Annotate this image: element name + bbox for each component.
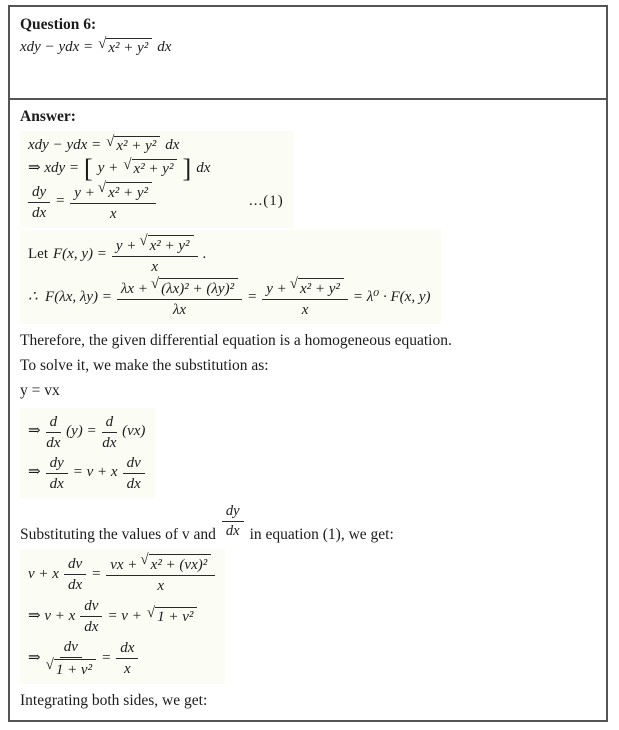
square-root bbox=[289, 275, 344, 298]
fraction bbox=[102, 413, 118, 452]
denominator: dx bbox=[49, 475, 64, 492]
implies-arrow: ⇒ bbox=[28, 464, 41, 481]
equation-term: ⇒ v + x bbox=[28, 608, 76, 625]
equation-term: y + bbox=[266, 280, 287, 297]
implies-arrow: ⇒ bbox=[28, 650, 41, 667]
equation-term: ⇒ xdy = bbox=[28, 159, 80, 176]
equation-number: ...(1) bbox=[249, 193, 284, 210]
equation-term: v + x bbox=[28, 566, 59, 583]
denominator bbox=[46, 658, 97, 679]
question-section bbox=[10, 7, 606, 100]
equation-image-block-3 bbox=[20, 408, 155, 498]
equation-1 bbox=[28, 136, 284, 155]
radicand: x² + (vx)² bbox=[149, 554, 212, 574]
radicand: (λx)² + (λy)² bbox=[159, 278, 238, 298]
equation-term: xdy − ydx = bbox=[28, 137, 102, 153]
equation-term: dx bbox=[165, 137, 180, 153]
radical-sign: √ bbox=[123, 156, 132, 173]
square-root bbox=[123, 156, 177, 178]
equals-sign: = bbox=[247, 289, 258, 306]
equation-term: λx + bbox=[120, 280, 148, 297]
answer-heading: Answer: bbox=[20, 108, 76, 125]
radical-sign: √ bbox=[45, 657, 54, 674]
period: . bbox=[202, 246, 207, 263]
denominator: dx bbox=[102, 434, 117, 451]
equation-term: dx bbox=[196, 159, 211, 176]
denominator: dx bbox=[46, 434, 61, 451]
equation-term: ∴ F(λx, λy) = bbox=[28, 289, 112, 306]
radical-sign: √ bbox=[97, 179, 107, 196]
radical-sign: √ bbox=[150, 275, 160, 292]
question-equation bbox=[20, 38, 594, 57]
equals-sign: = bbox=[91, 566, 102, 583]
answer-section bbox=[10, 100, 606, 710]
equation-term: = λ⁰ · F(x, y) bbox=[352, 289, 431, 306]
fraction bbox=[117, 275, 242, 319]
square-root bbox=[139, 232, 193, 255]
square-root bbox=[46, 659, 97, 679]
text-homogeneous: Therefore, the given differential equation is a homogeneous equation. bbox=[20, 331, 452, 349]
radical-sign: √ bbox=[106, 134, 115, 151]
equals-sign: = bbox=[55, 193, 66, 210]
denominator: x bbox=[157, 578, 165, 595]
radicand: 1 + v² bbox=[54, 659, 96, 679]
fraction bbox=[106, 554, 215, 595]
equation-term: y + bbox=[74, 184, 95, 201]
fraction bbox=[28, 183, 50, 222]
square-root bbox=[97, 179, 152, 202]
text-integrating: Integrating both sides, we get: bbox=[20, 692, 208, 710]
equation-term: = v + bbox=[107, 608, 142, 625]
equation-8 bbox=[28, 554, 215, 595]
square-root bbox=[98, 38, 152, 57]
radical-sign: √ bbox=[140, 552, 149, 569]
numerator bbox=[262, 275, 348, 300]
square-root bbox=[140, 554, 211, 574]
numerator: dv bbox=[80, 597, 102, 617]
equation-term: xdy − ydx = bbox=[20, 39, 94, 55]
left-bracket: [ bbox=[84, 154, 93, 184]
text-segment: in equation (1), we get: bbox=[249, 526, 394, 544]
equation-term: dx bbox=[157, 39, 172, 55]
numerator: dy bbox=[222, 503, 244, 522]
radicand: x² + y² bbox=[106, 38, 152, 57]
numerator: dv bbox=[64, 555, 86, 575]
equation-10 bbox=[28, 638, 215, 679]
equation-term: y + bbox=[97, 159, 119, 176]
denominator: dx bbox=[32, 204, 47, 221]
radicand: x² + y² bbox=[106, 182, 152, 202]
fraction bbox=[112, 232, 198, 276]
radical-sign: √ bbox=[289, 275, 298, 292]
equation-3 bbox=[28, 179, 284, 223]
denominator: dx bbox=[126, 475, 141, 492]
numerator bbox=[106, 554, 215, 576]
radical-sign: √ bbox=[98, 36, 107, 53]
numerator bbox=[117, 275, 242, 300]
equals-sign: = bbox=[101, 650, 112, 667]
right-bracket: ] bbox=[182, 154, 192, 184]
equation-6 bbox=[28, 413, 145, 452]
implies-arrow: ⇒ bbox=[28, 423, 41, 440]
numerator: dy bbox=[46, 454, 68, 474]
equation-term: vx + bbox=[110, 557, 138, 574]
fraction bbox=[64, 555, 86, 594]
radical-sign: √ bbox=[146, 605, 156, 622]
denominator: x bbox=[151, 258, 159, 275]
denominator: x bbox=[109, 205, 117, 222]
word-let: Let bbox=[28, 246, 48, 263]
equation-term: = v + x bbox=[72, 464, 118, 481]
equation-term: (vx) bbox=[122, 423, 146, 440]
radical-sign: √ bbox=[139, 232, 148, 249]
denominator: λx bbox=[172, 301, 187, 318]
denominator: x bbox=[123, 661, 131, 678]
denominator: dx bbox=[225, 522, 240, 539]
radicand: x² + y² bbox=[298, 278, 344, 298]
numerator: d bbox=[102, 413, 118, 433]
numerator bbox=[70, 179, 156, 204]
equation-7 bbox=[28, 454, 145, 493]
equation-4 bbox=[28, 232, 431, 276]
fraction bbox=[46, 454, 68, 493]
question-heading: Question 6: bbox=[20, 16, 97, 33]
text-segment: Substituting the values of v and bbox=[20, 526, 216, 544]
equation-term: (y) = bbox=[66, 423, 97, 440]
inline-fraction-dy-dx bbox=[222, 503, 244, 541]
fraction bbox=[46, 638, 97, 679]
denominator: dx bbox=[84, 619, 99, 636]
numerator: dx bbox=[116, 639, 138, 659]
text-y-equals-vx: y = vx bbox=[20, 381, 60, 399]
text-substitution: To solve it, we make the substitution as: bbox=[20, 356, 269, 374]
denominator: dx bbox=[67, 577, 83, 594]
equation-image-block-1 bbox=[20, 131, 294, 228]
solution-card bbox=[8, 5, 608, 722]
square-root bbox=[150, 275, 238, 298]
text-substituting bbox=[20, 502, 594, 545]
numerator: dy bbox=[28, 183, 50, 203]
equation-term: F(x, y) = bbox=[53, 246, 107, 263]
radicand: x² + y² bbox=[132, 159, 178, 178]
radicand: 1 + v² bbox=[155, 607, 197, 626]
numerator: d bbox=[46, 413, 62, 433]
square-root bbox=[106, 136, 160, 155]
radicand: x² + y² bbox=[114, 136, 160, 155]
fraction bbox=[70, 179, 156, 223]
radicand: x² + y² bbox=[148, 235, 194, 255]
fraction bbox=[262, 275, 348, 319]
numerator: dv bbox=[60, 638, 82, 658]
equation-image-block-2 bbox=[20, 230, 441, 324]
denominator: x bbox=[301, 301, 309, 318]
equation-image-block-4 bbox=[20, 549, 225, 684]
square-root bbox=[147, 607, 198, 626]
equation-term: y + bbox=[115, 237, 137, 254]
numerator: dv bbox=[123, 454, 145, 474]
numerator bbox=[112, 232, 198, 257]
fraction bbox=[80, 597, 102, 636]
equation-2 bbox=[28, 154, 284, 184]
equation-9 bbox=[28, 597, 215, 636]
equation-5 bbox=[28, 275, 431, 319]
fraction bbox=[116, 639, 138, 678]
fraction bbox=[46, 413, 62, 452]
fraction bbox=[123, 454, 145, 493]
